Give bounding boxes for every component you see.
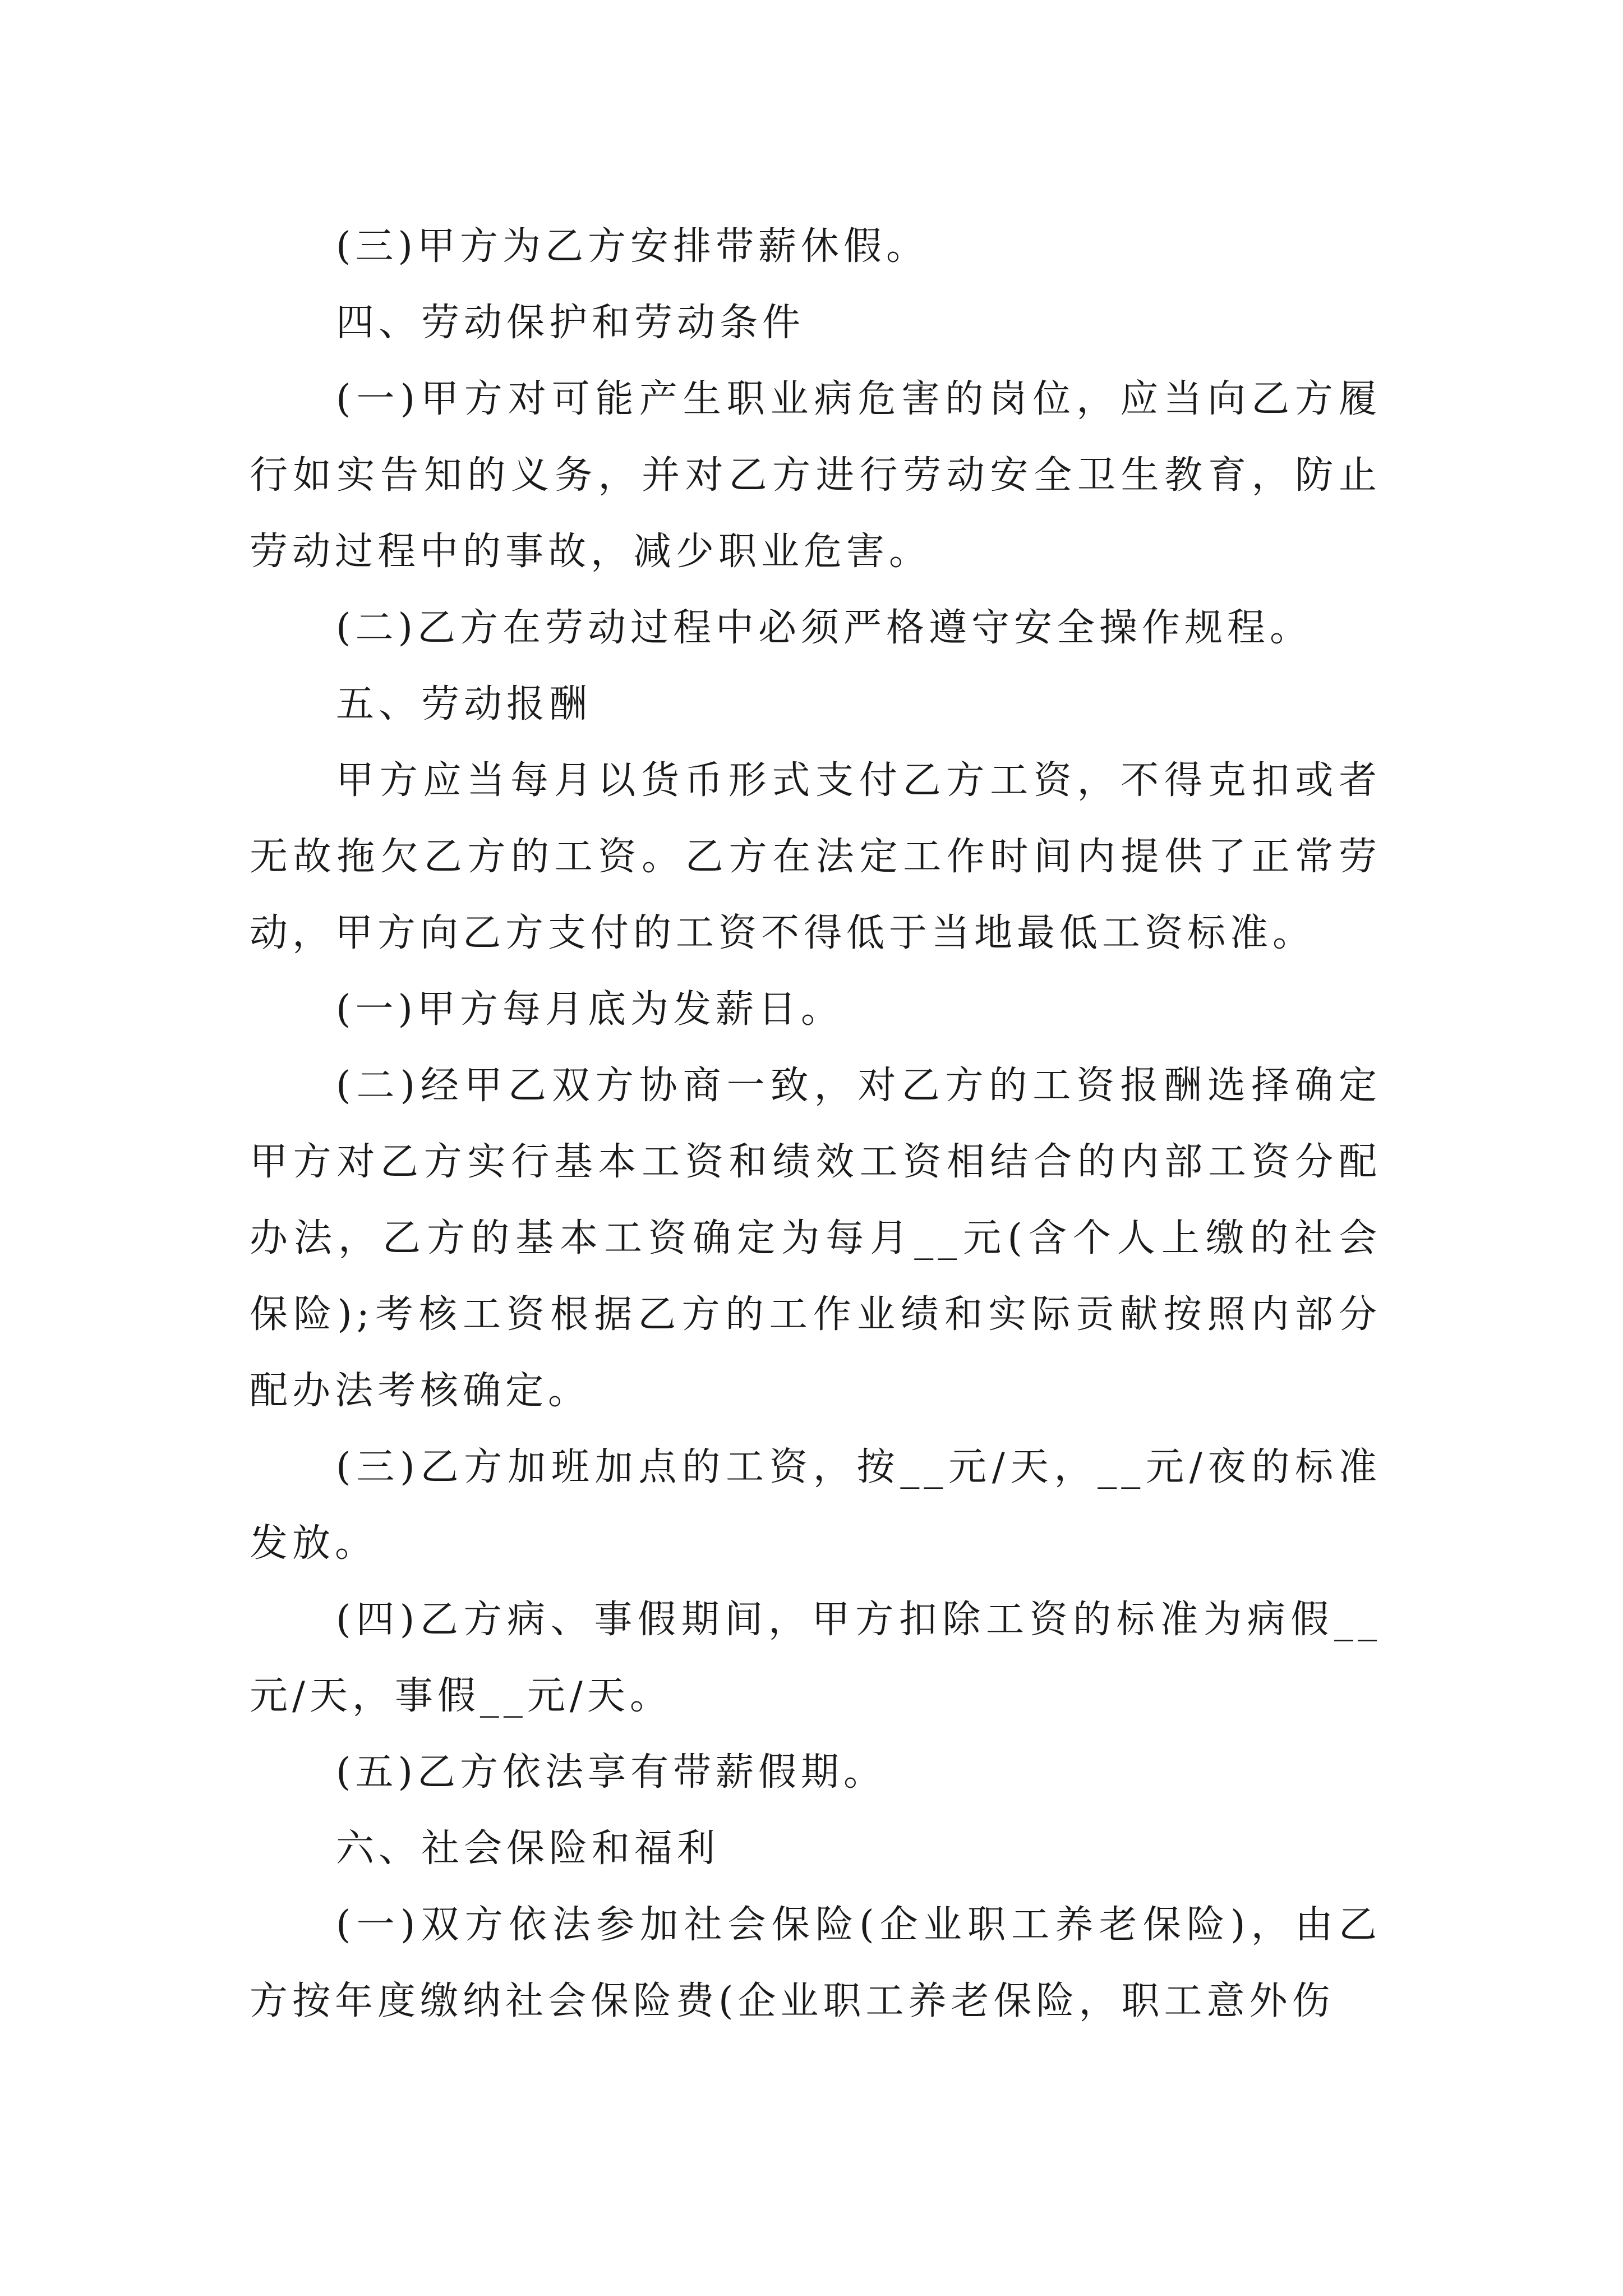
paragraph-overtime-pay: (三)乙方加班加点的工资，按__元/天，__元/夜的标准发放。 bbox=[250, 1445, 1381, 1566]
paragraph-wage-distribution: (二)经甲乙双方协商一致，对乙方的工资报酬选择确定甲方对乙方实行基本工资和绩效工资相结合的内部工资分配办法，乙方的基本工资确定为每月__元(含个人上缴的社会保险);考核工资根据乙方的工作业绩和实际贡献按照内部分配办法考核确定。 bbox=[250, 1064, 1381, 1413]
paragraph-payday: (一)甲方每月底为发薪日。 bbox=[336, 987, 844, 1032]
paragraph-social-insurance-contribution: (一)双方依法参加社会保险(企业职工养老保险)，由乙方按年度缴纳社会保险费(企业职工养老保险，职工意外伤 bbox=[250, 1903, 1381, 2023]
paragraph-paid-leave-arrangement: (三)甲方为乙方安排带薪休假。 bbox=[336, 224, 929, 269]
paragraph-safety-rules: (二)乙方在劳动过程中必须严格遵守安全操作规程。 bbox=[336, 606, 1313, 650]
paragraph-monthly-wage-payment: 甲方应当每月以货币形式支付乙方工资，不得克扣或者无故拖欠乙方的工资。乙方在法定工作时间内提供了正常劳动，甲方向乙方支付的工资不得低于当地最低工资标准。 bbox=[250, 758, 1381, 955]
section-heading-labor-protection: 四、劳动保护和劳动条件 bbox=[336, 301, 805, 345]
paragraph-leave-deduction: (四)乙方病、事假期间，甲方扣除工资的标准为病假__元/天，事假__元/天。 bbox=[250, 1598, 1381, 1718]
paragraph-paid-holidays: (五)乙方依法享有带薪假期。 bbox=[336, 1750, 887, 1795]
section-heading-social-insurance: 六、社会保险和福利 bbox=[336, 1826, 720, 1871]
section-heading-remuneration: 五、劳动报酬 bbox=[336, 682, 592, 726]
paragraph-occupational-hazard-notice: (一)甲方对可能产生职业病危害的岗位，应当向乙方履行如实告知的义务，并对乙方进行劳动安全卫生教育，防止劳动过程中的事故，减少职业危害。 bbox=[250, 377, 1381, 574]
document-body bbox=[250, 209, 1381, 2040]
